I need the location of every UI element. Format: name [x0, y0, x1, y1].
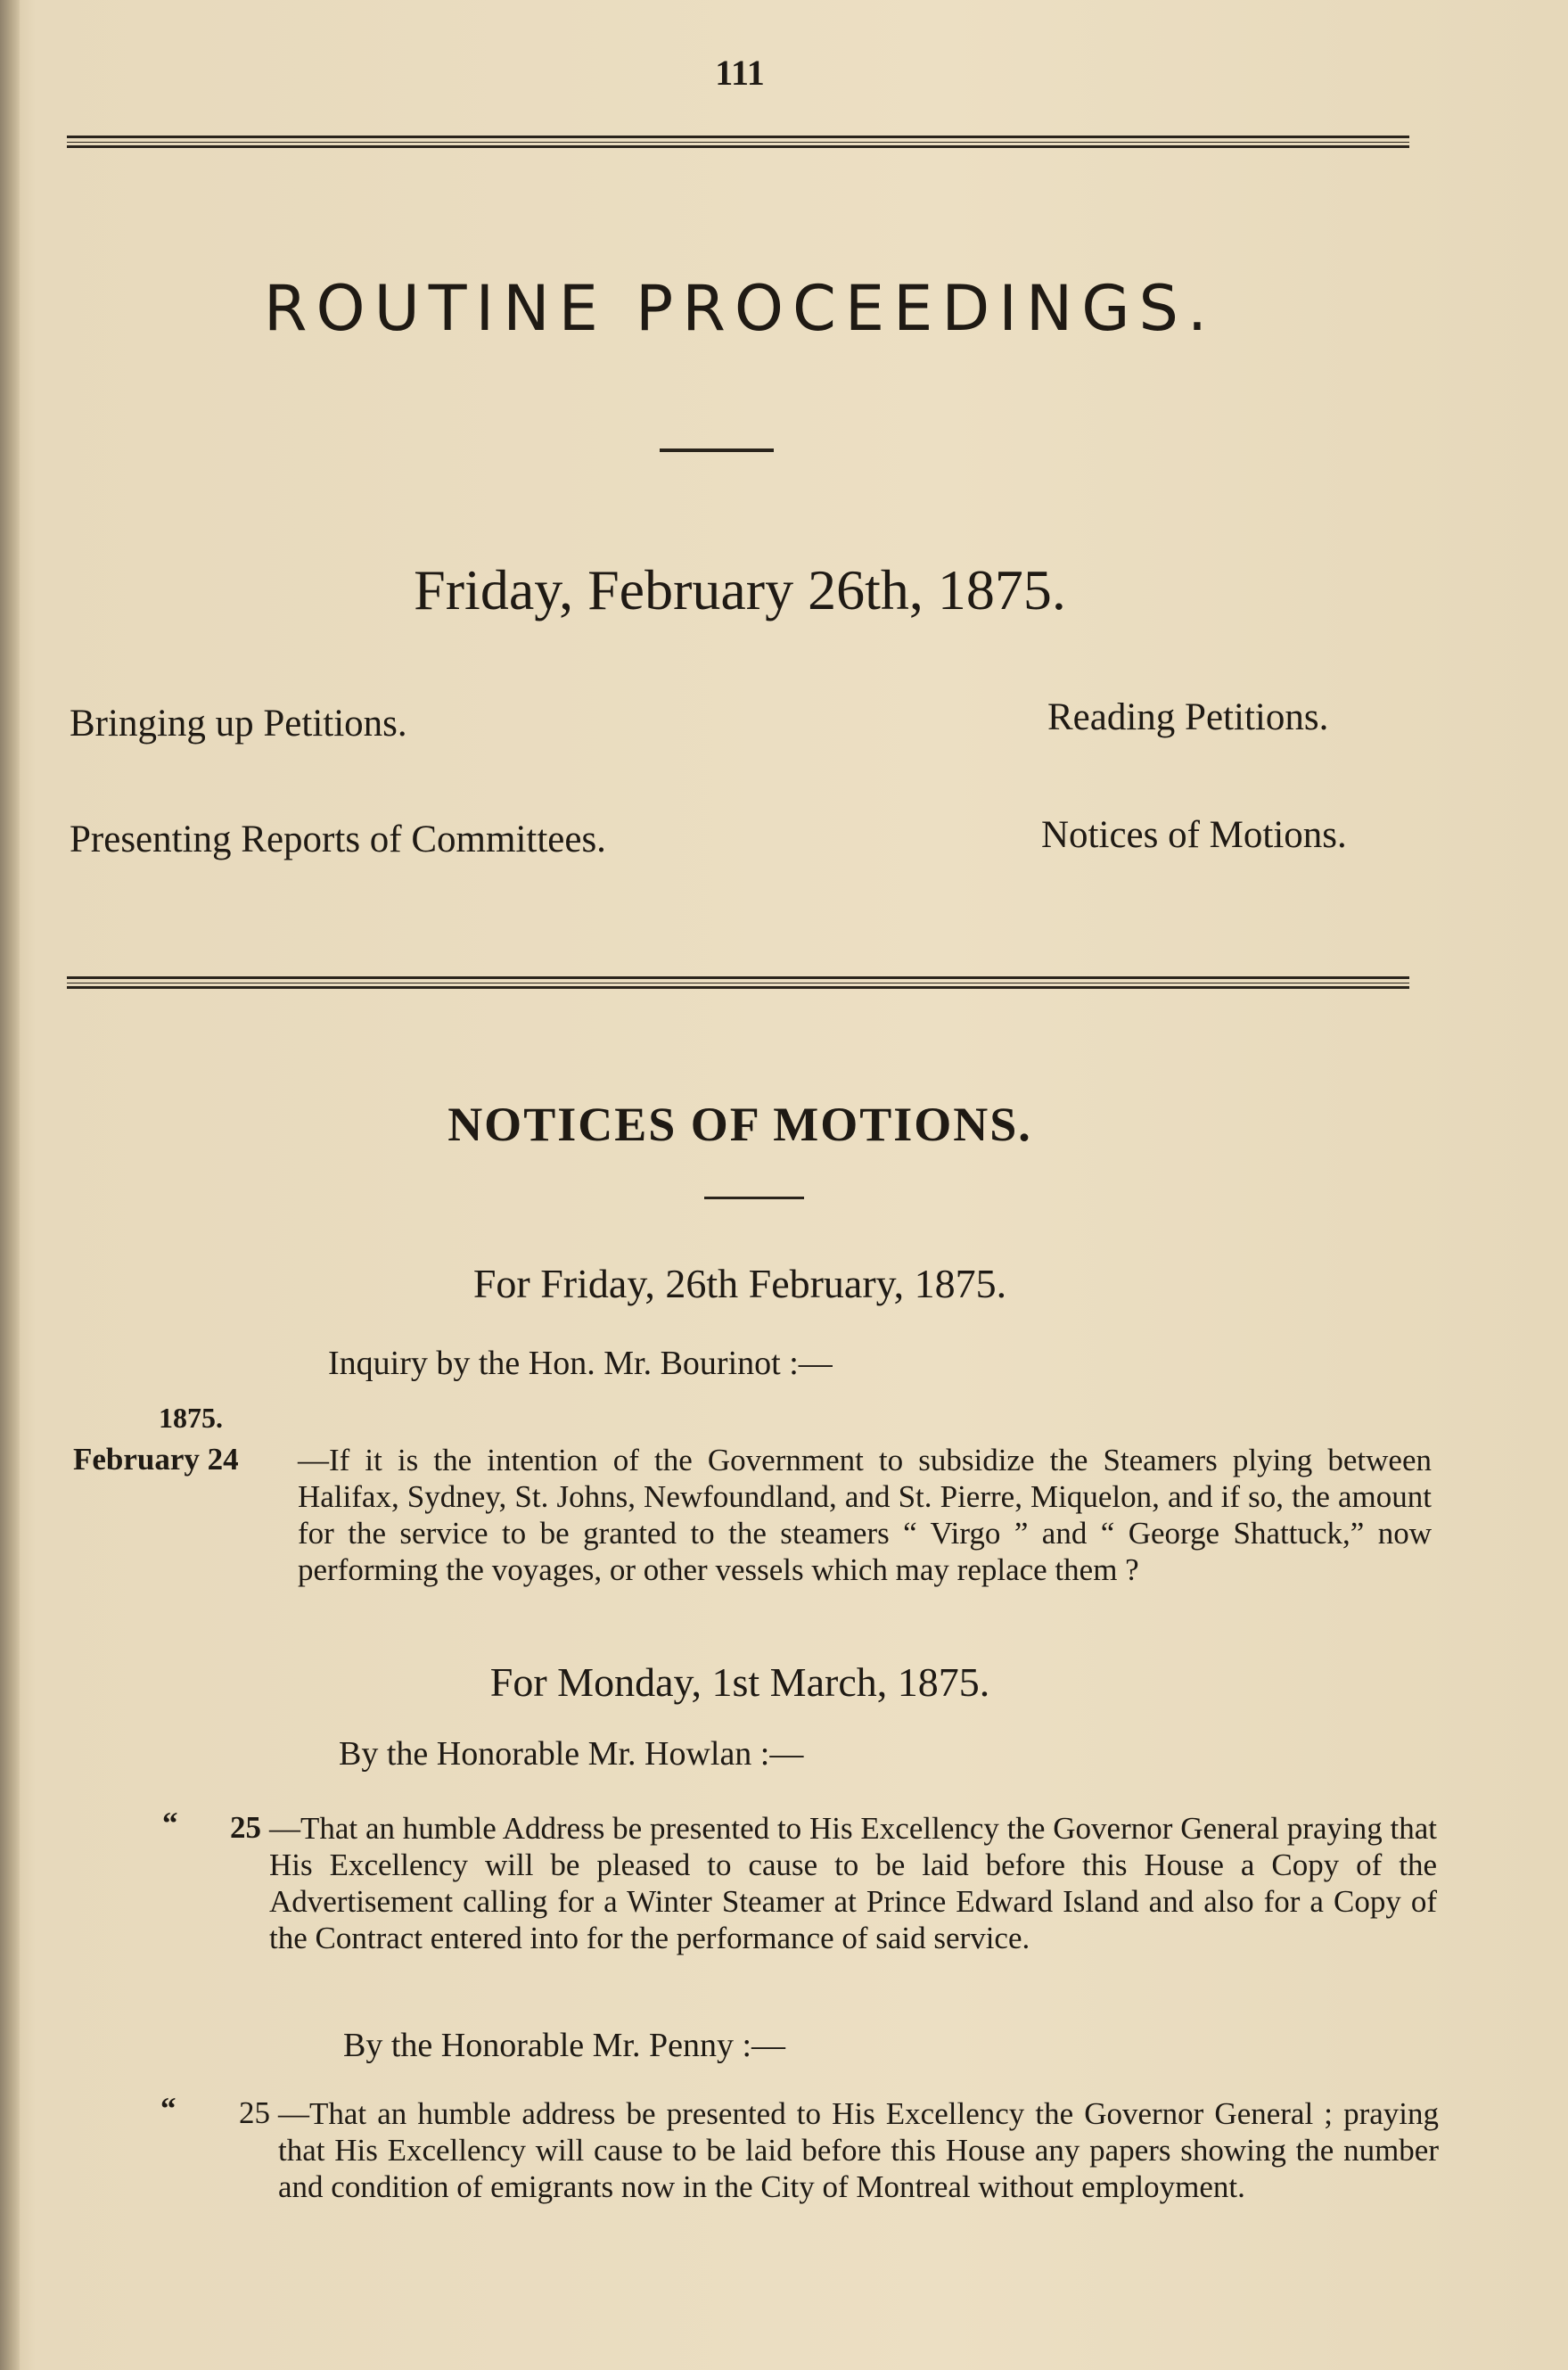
motion-text-steamers: —If it is the intention of the Government to subsidize the Steamers plying between Halifax, Sydney, St. Johns, Newfoundland, and St. Pierre, Miquelon, and if so, the amount for the service to be granted to the steamers “ Virgo ” and “ George Shattuck,” now performing the voyages, or other vessels which may replace them ? [298, 1443, 1432, 1587]
motion-text-winter-steamer: —That an humble Address be presented to His Excellency the Governor General praying that His Excellency will be pleased to cause to be laid before this House a Copy of the Advertisement calling for a Winter Steamer at Prince Edward Island and also for a Copy of the Contract entered into for the performance of said service. [269, 1811, 1437, 1955]
for-date-monday: For Monday, 1st March, 1875. [489, 1659, 990, 1705]
by-howlan: By the Honorable Mr. Howlan :— [339, 1735, 804, 1773]
margin-date-25-penny: 25 [239, 2095, 270, 2130]
ditto-mark-1: “ [162, 1806, 178, 1840]
binding-edge [0, 0, 20, 2370]
routine-proceedings-heading: ROUTINE PROCEEDINGS. [263, 272, 1217, 345]
notices-heading: NOTICES OF MOTIONS. [447, 1098, 1032, 1151]
presenting-reports: Presenting Reports of Committees. [70, 819, 606, 860]
by-penny: By the Honorable Mr. Penny :— [343, 2027, 786, 2064]
for-date-friday: For Friday, 26th February, 1875. [472, 1261, 1007, 1306]
margin-date-february-24: February 24 [73, 1442, 239, 1477]
motion-text-emigrants: —That an humble address be presented to His Excellency the Governor General ; praying that His Excellency will cause to be laid before this House any papers showing the number and condition of emigrants now in the City of Montreal without employment. [278, 2096, 1439, 2204]
top-double-rule [67, 136, 1409, 148]
reading-petitions: Reading Petitions. [1047, 696, 1329, 738]
margin-date-25-howlan: 25 [230, 1810, 261, 1845]
bringing-up-petitions: Bringing up Petitions. [70, 703, 407, 745]
middle-double-rule [67, 976, 1409, 989]
inquiry-bourinot: Inquiry by the Hon. Mr. Bourinot :— [328, 1345, 833, 1382]
page-number: 111 [715, 53, 765, 93]
notices-of-motions-item: Notices of Motions. [1041, 814, 1347, 856]
notices-short-rule [704, 1197, 804, 1199]
ditto-mark-2: “ [160, 2091, 177, 2126]
heading-short-rule [660, 448, 774, 452]
sitting-date: Friday, February 26th, 1875. [414, 558, 1066, 621]
margin-year: 1875. [159, 1402, 223, 1434]
